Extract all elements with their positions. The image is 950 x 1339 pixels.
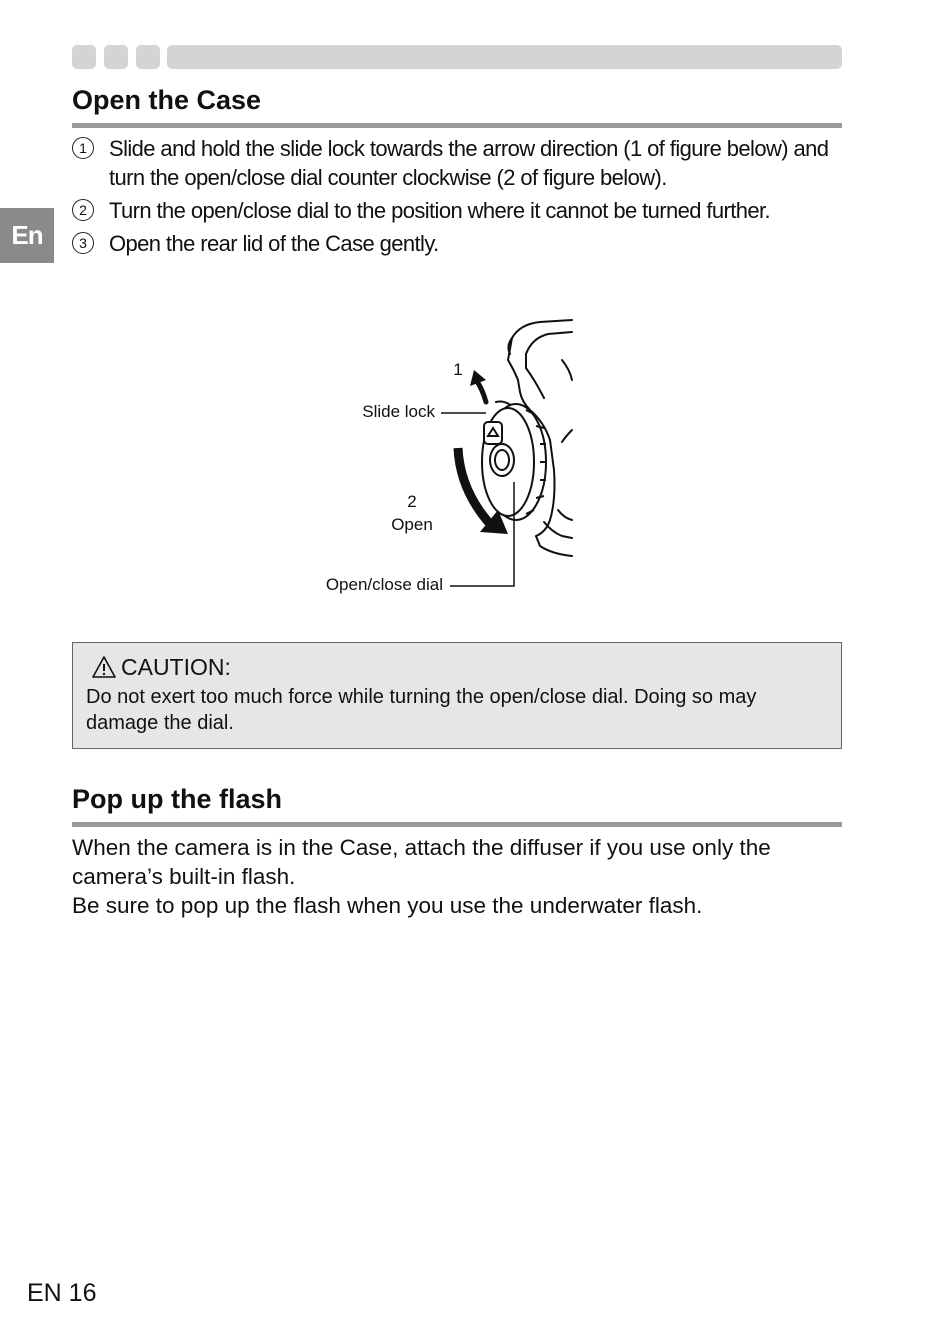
label-arrow-1: 1 (453, 360, 463, 379)
section-rule (72, 822, 842, 827)
step-number: 2 (72, 199, 94, 221)
section-title-open-case: Open the Case (72, 85, 262, 115)
step-text: Slide and hold the slide lock towards the arrow direction (1 of figure below) and turn the open/close dial counter clockwise (2 of figure below). (109, 136, 829, 190)
case-figure (300, 310, 590, 610)
header-decoration (72, 45, 842, 69)
section-rule (72, 123, 842, 128)
paragraph: When the camera is in the Case, attach the diffuser if you use only the camera’s built-in flash. (72, 835, 771, 889)
page-number: EN 16 (27, 1279, 97, 1307)
step-text: Open the rear lid of the Case gently. (109, 231, 439, 256)
arrow-up-icon (470, 370, 486, 402)
flash-instructions (72, 833, 852, 920)
header-square (136, 45, 160, 69)
label-open-close-dial: Open/close dial (325, 575, 443, 594)
section-title-pop-up-flash: Pop up the flash (72, 784, 283, 814)
label-slide-lock: Slide lock (362, 402, 435, 421)
slide-lock-knob (484, 422, 502, 444)
label-open: Open (391, 515, 433, 534)
language-tab: En (0, 208, 54, 263)
step-item (72, 196, 847, 225)
header-square (72, 45, 96, 69)
header-bar-long (167, 45, 842, 69)
steps-list (72, 134, 847, 262)
label-arrow-2: 2 (407, 492, 417, 511)
header-square (104, 45, 128, 69)
dial-hub (490, 444, 514, 476)
caution-heading-row (91, 653, 231, 681)
step-item (72, 134, 847, 192)
step-text: Turn the open/close dial to the position where it cannot be turned further. (109, 198, 771, 223)
step-item (72, 229, 847, 258)
step-number: 3 (72, 232, 94, 254)
paragraph: Be sure to pop up the flash when you use the underwater flash. (72, 893, 703, 918)
caution-box (72, 642, 842, 749)
warning-triangle-icon (91, 655, 117, 679)
step-number: 1 (72, 137, 94, 159)
caution-heading: CAUTION: (121, 654, 231, 680)
case-illustration (300, 310, 590, 610)
caution-text: Do not exert too much force while turning the open/close dial. Doing so may damage the dial. (86, 686, 757, 734)
